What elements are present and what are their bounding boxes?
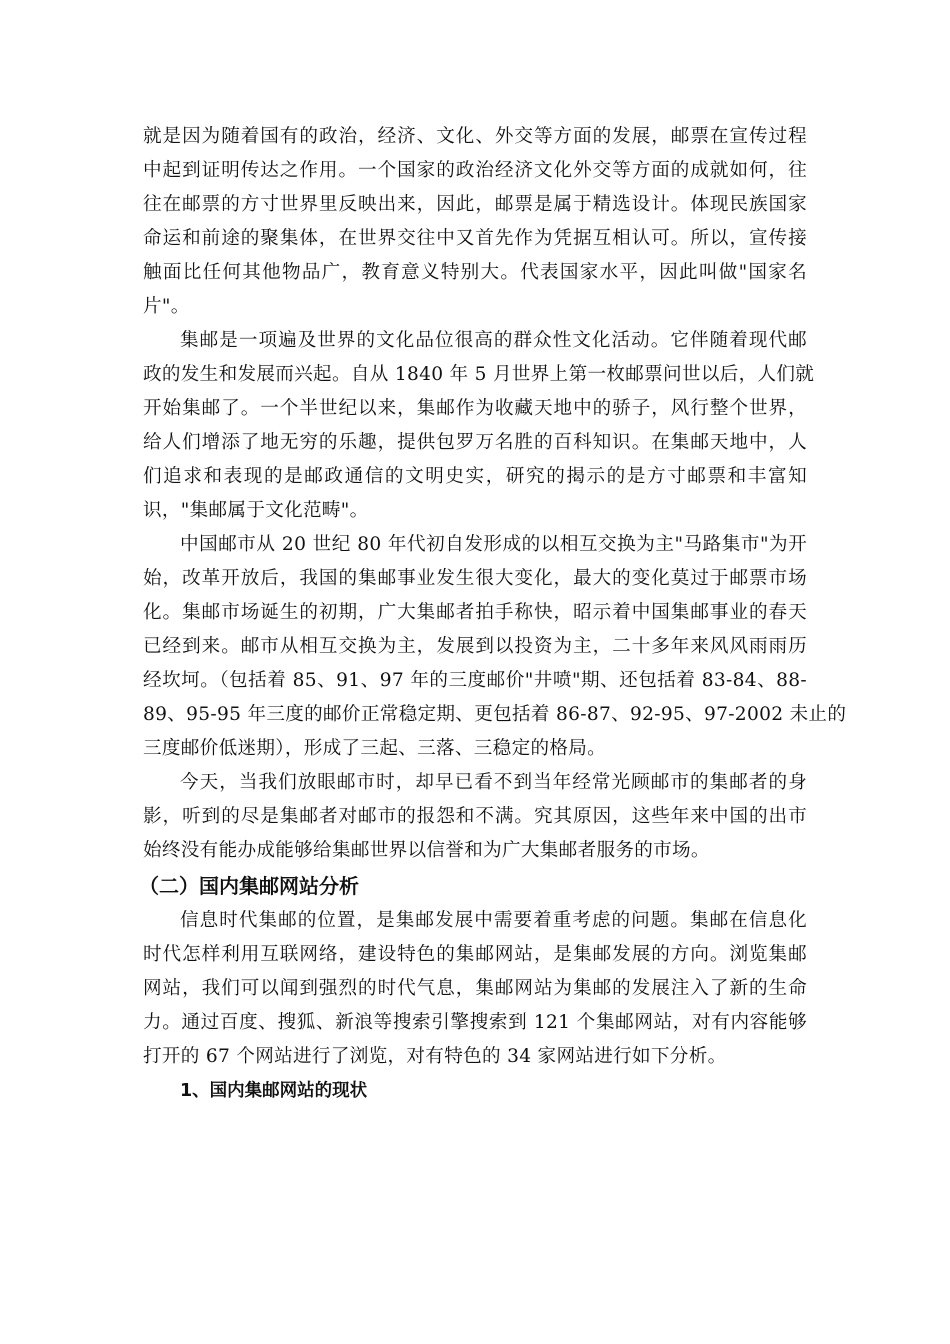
paragraph-line: 开始集邮了。一个半世纪以来，集邮作为收藏天地中的骄子，风行整个世界， [143, 398, 807, 419]
paragraph-line: 经坎坷。（包括着 85、91、97 年的三度邮价"井喷"期、还包括着 83-84、88- [143, 670, 807, 691]
paragraph-line: 命运和前途的聚集体，在世界交往中又首先作为凭据互相认可。所以，宣传接 [143, 228, 807, 249]
paragraph-2 [143, 324, 815, 528]
subsection-heading: 1、国内集邮网站的现状 [180, 1081, 368, 1101]
paragraph-line: 片"。 [143, 296, 190, 317]
paragraph-line: 识，"集邮属于文化范畴"。 [143, 500, 369, 521]
paragraph-line: 力。通过百度、搜狐、新浪等搜索引擎搜索到 121 个集邮网站，对有内容能够 [143, 1012, 807, 1033]
paragraph-line: 网站，我们可以闻到强烈的时代气息，集邮网站为集邮的发展注入了新的生命 [143, 978, 807, 999]
paragraph-line: 中起到证明传达之作用。一个国家的政治经济文化外交等方面的成就如何，往 [143, 160, 807, 181]
paragraph-line: 政的发生和发展而兴起。自从 1840 年 5 月世界上第一枚邮票问世以后，人们就 [143, 364, 815, 385]
paragraph-4 [143, 766, 807, 868]
section-paragraph [143, 904, 807, 1074]
paragraph-line: 已经到来。邮市从相互交换为主，发展到以投资为主，二十多年来风风雨雨历 [143, 636, 807, 657]
paragraph-line: 触面比任何其他物品广，教育意义特别大。代表国家水平，因此叫做"国家名 [143, 262, 807, 283]
paragraph-line: 往在邮票的方寸世界里反映出来，因此，邮票是属于精选设计。体现民族国家 [143, 194, 807, 215]
paragraph-line: 给人们增添了地无穷的乐趣，提供包罗万名胜的百科知识。在集邮天地中，人 [143, 432, 807, 453]
paragraph-line: 时代怎样利用互联网络，建设特色的集邮网站，是集邮发展的方向。浏览集邮 [143, 944, 807, 965]
paragraph-line: 始，改革开放后，我国的集邮事业发生很大变化，最大的变化莫过于邮票市场 [143, 568, 807, 589]
paragraph-line: 打开的 67 个网站进行了浏览，对有特色的 34 家网站进行如下分析。 [143, 1046, 727, 1067]
paragraph-line: 信息时代集邮的位置，是集邮发展中需要着重考虑的问题。集邮在信息化 [180, 910, 807, 931]
paragraph-line: 影，听到的尽是集邮者对邮市的报怨和不满。究其原因，这些年来中国的出市 [143, 806, 807, 827]
paragraph-line: 就是因为随着国有的政治，经济、文化、外交等方面的发展，邮票在宣传过程 [143, 126, 807, 147]
paragraph-line: 集邮是一项遍及世界的文化品位很高的群众性文化活动。它伴随着现代邮 [180, 330, 807, 351]
section-heading: （二）国内集邮网站分析 [139, 874, 359, 898]
paragraph-line: 89、95-95 年三度的邮价正常稳定期、更包括着 86-87、92-95、97-2002 未止的 [143, 704, 847, 725]
paragraph-line: 始终没有能办成能够给集邮世界以信誉和为广大集邮者服务的市场。 [143, 840, 710, 861]
paragraph-line: 三度邮价低迷期），形成了三起、三落、三稳定的格局。 [143, 738, 607, 759]
paragraph-1 [143, 120, 807, 324]
paragraph-line: 化。集邮市场诞生的初期，广大集邮者拍手称快，昭示着中国集邮事业的春天 [143, 602, 807, 623]
document-body [139, 120, 847, 1108]
paragraph-3 [143, 528, 847, 766]
paragraph-line: 中国邮市从 20 世纪 80 年代初自发形成的以相互交换为主"马路集市"为开 [180, 534, 807, 555]
paragraph-line: 今天，当我们放眼邮市时，却早已看不到当年经常光顾邮市的集邮者的身 [180, 772, 807, 793]
paragraph-line: 们追求和表现的是邮政通信的文明史实，研究的揭示的是方寸邮票和丰富知 [143, 466, 807, 487]
